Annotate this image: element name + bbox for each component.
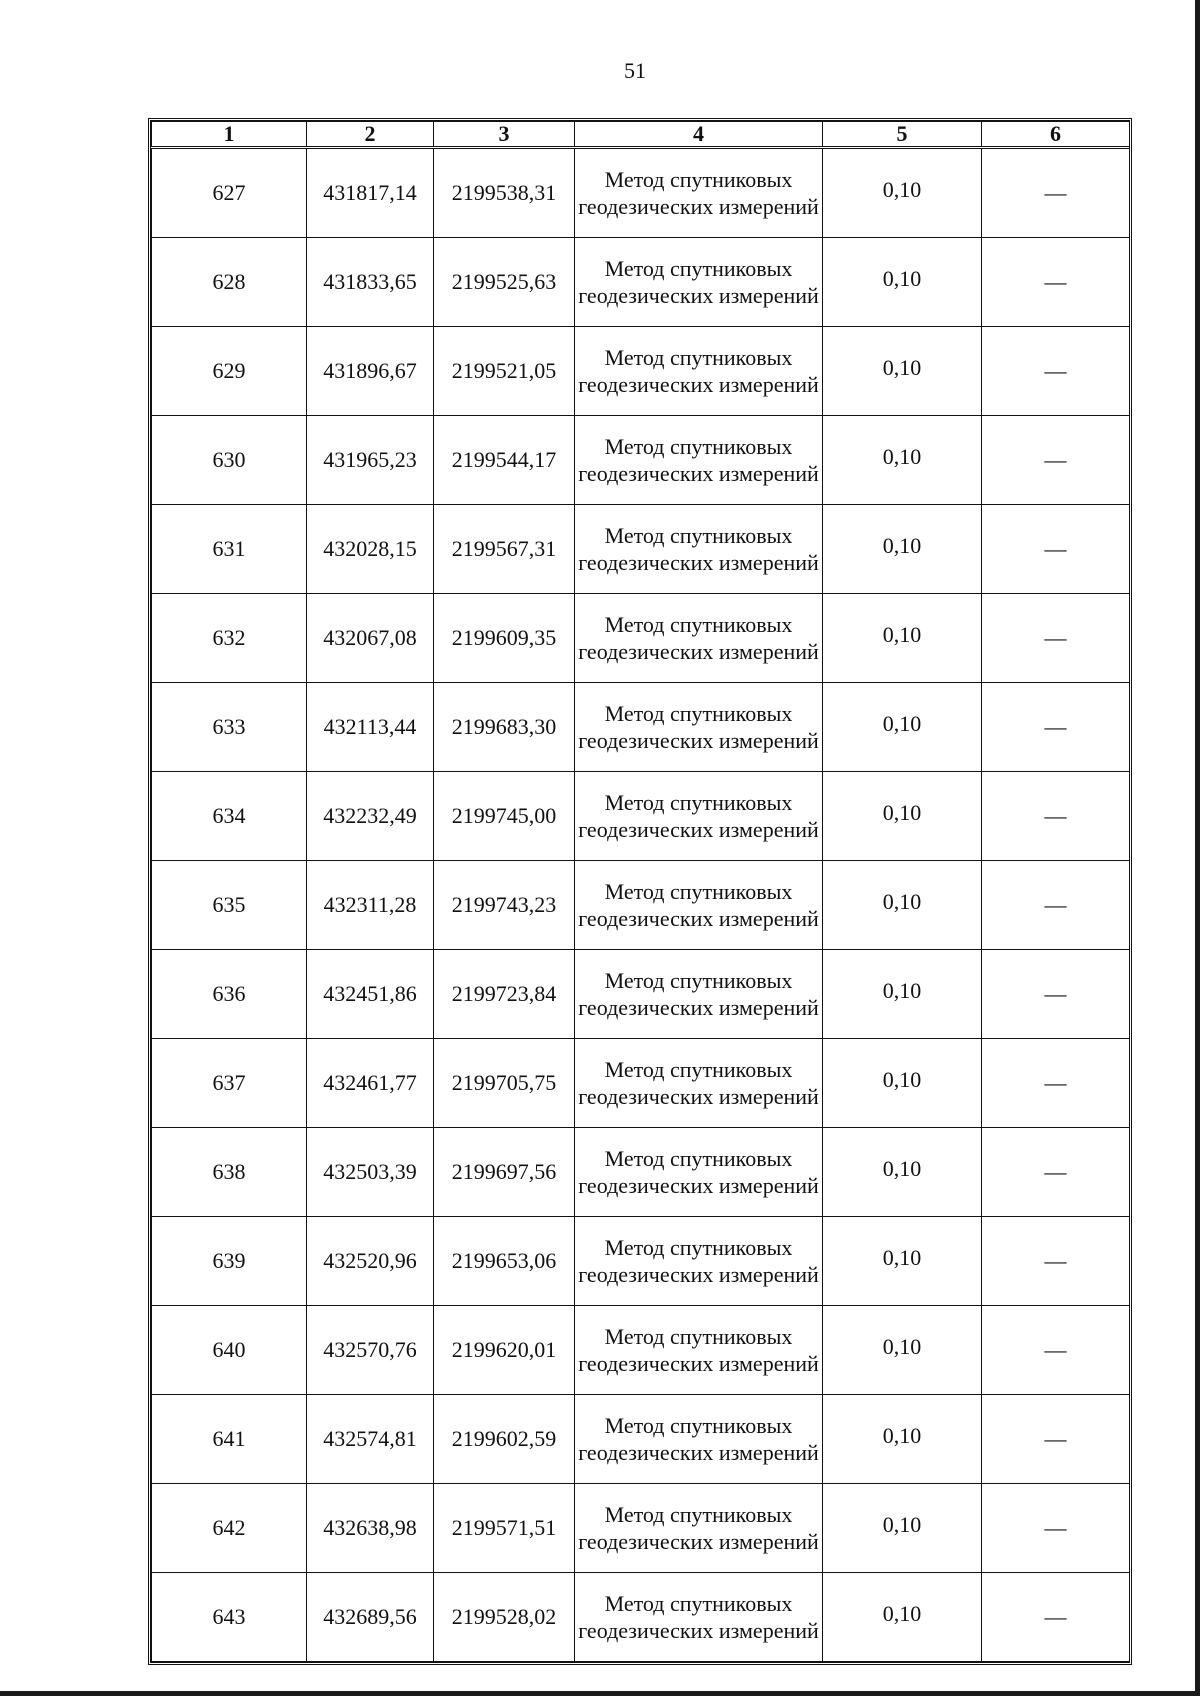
note-cell: — bbox=[982, 1039, 1130, 1128]
y-coordinate-cell: 2199571,51 bbox=[434, 1484, 575, 1573]
point-number-cell: 631 bbox=[152, 505, 307, 594]
y-coordinate-cell: 2199544,17 bbox=[434, 416, 575, 505]
point-number-cell: 643 bbox=[152, 1573, 307, 1662]
x-coordinate-cell: 432503,39 bbox=[307, 1128, 434, 1217]
note-cell: — bbox=[982, 950, 1130, 1039]
accuracy-cell: 0,10 bbox=[823, 594, 982, 683]
x-coordinate-cell: 432638,98 bbox=[307, 1484, 434, 1573]
method-cell: Метод спутниковых геодезических измерений bbox=[575, 1484, 823, 1573]
accuracy-cell: 0,10 bbox=[823, 1484, 982, 1573]
table-row bbox=[152, 950, 1130, 1039]
header-col-3: 3 bbox=[434, 122, 575, 148]
scan-border-right bbox=[1195, 0, 1200, 1696]
method-cell: Метод спутниковых геодезических измерений bbox=[575, 1128, 823, 1217]
note-cell: — bbox=[982, 148, 1130, 238]
table-row bbox=[152, 594, 1130, 683]
method-cell: Метод спутниковых геодезических измерений bbox=[575, 505, 823, 594]
method-cell: Метод спутниковых геодезических измерений bbox=[575, 416, 823, 505]
x-coordinate-cell: 432574,81 bbox=[307, 1395, 434, 1484]
method-cell: Метод спутниковых геодезических измерений bbox=[575, 1573, 823, 1662]
accuracy-cell: 0,10 bbox=[823, 1128, 982, 1217]
point-number-cell: 634 bbox=[152, 772, 307, 861]
note-cell: — bbox=[982, 327, 1130, 416]
method-cell: Метод спутниковых геодезических измерений bbox=[575, 148, 823, 238]
accuracy-cell: 0,10 bbox=[823, 950, 982, 1039]
table-row bbox=[152, 238, 1130, 327]
header-col-6: 6 bbox=[982, 122, 1130, 148]
table-row bbox=[152, 416, 1130, 505]
point-number-cell: 627 bbox=[152, 148, 307, 238]
header-col-1: 1 bbox=[152, 122, 307, 148]
note-cell: — bbox=[982, 505, 1130, 594]
method-cell: Метод спутниковых геодезических измерений bbox=[575, 238, 823, 327]
note-cell: — bbox=[982, 1128, 1130, 1217]
x-coordinate-cell: 432067,08 bbox=[307, 594, 434, 683]
method-cell: Метод спутниковых геодезических измерений bbox=[575, 772, 823, 861]
point-number-cell: 630 bbox=[152, 416, 307, 505]
x-coordinate-cell: 431965,23 bbox=[307, 416, 434, 505]
table-row bbox=[152, 1306, 1130, 1395]
x-coordinate-cell: 431817,14 bbox=[307, 148, 434, 238]
point-number-cell: 640 bbox=[152, 1306, 307, 1395]
note-cell: — bbox=[982, 1484, 1130, 1573]
x-coordinate-cell: 432311,28 bbox=[307, 861, 434, 950]
note-cell: — bbox=[982, 772, 1130, 861]
note-cell: — bbox=[982, 1217, 1130, 1306]
point-number-cell: 628 bbox=[152, 238, 307, 327]
accuracy-cell: 0,10 bbox=[823, 1306, 982, 1395]
x-coordinate-cell: 432689,56 bbox=[307, 1573, 434, 1662]
accuracy-cell: 0,10 bbox=[823, 238, 982, 327]
x-coordinate-cell: 431896,67 bbox=[307, 327, 434, 416]
page-number: 51 bbox=[624, 58, 646, 83]
table-row bbox=[152, 1484, 1130, 1573]
x-coordinate-cell: 432113,44 bbox=[307, 683, 434, 772]
coordinates-table-frame bbox=[148, 118, 1132, 1665]
header-row bbox=[152, 122, 1130, 148]
accuracy-cell: 0,10 bbox=[823, 861, 982, 950]
y-coordinate-cell: 2199528,02 bbox=[434, 1573, 575, 1662]
note-cell: — bbox=[982, 1306, 1130, 1395]
x-coordinate-cell: 432232,49 bbox=[307, 772, 434, 861]
y-coordinate-cell: 2199653,06 bbox=[434, 1217, 575, 1306]
table-body bbox=[152, 148, 1130, 1662]
point-number-cell: 629 bbox=[152, 327, 307, 416]
table-row bbox=[152, 683, 1130, 772]
point-number-cell: 637 bbox=[152, 1039, 307, 1128]
y-coordinate-cell: 2199521,05 bbox=[434, 327, 575, 416]
y-coordinate-cell: 2199705,75 bbox=[434, 1039, 575, 1128]
point-number-cell: 639 bbox=[152, 1217, 307, 1306]
x-coordinate-cell: 432451,86 bbox=[307, 950, 434, 1039]
point-number-cell: 632 bbox=[152, 594, 307, 683]
table-row bbox=[152, 772, 1130, 861]
accuracy-cell: 0,10 bbox=[823, 148, 982, 238]
accuracy-cell: 0,10 bbox=[823, 1395, 982, 1484]
y-coordinate-cell: 2199567,31 bbox=[434, 505, 575, 594]
point-number-cell: 635 bbox=[152, 861, 307, 950]
table-row bbox=[152, 148, 1130, 238]
point-number-cell: 633 bbox=[152, 683, 307, 772]
y-coordinate-cell: 2199609,35 bbox=[434, 594, 575, 683]
y-coordinate-cell: 2199538,31 bbox=[434, 148, 575, 238]
method-cell: Метод спутниковых геодезических измерений bbox=[575, 1039, 823, 1128]
y-coordinate-cell: 2199743,23 bbox=[434, 861, 575, 950]
point-number-cell: 642 bbox=[152, 1484, 307, 1573]
point-number-cell: 638 bbox=[152, 1128, 307, 1217]
note-cell: — bbox=[982, 594, 1130, 683]
method-cell: Метод спутниковых геодезических измерений bbox=[575, 1306, 823, 1395]
header-col-2: 2 bbox=[307, 122, 434, 148]
point-number-cell: 636 bbox=[152, 950, 307, 1039]
table-row bbox=[152, 1573, 1130, 1662]
header-col-5: 5 bbox=[823, 122, 982, 148]
note-cell: — bbox=[982, 1395, 1130, 1484]
note-cell: — bbox=[982, 238, 1130, 327]
coordinates-table bbox=[151, 121, 1130, 1662]
method-cell: Метод спутниковых геодезических измерений bbox=[575, 327, 823, 416]
accuracy-cell: 0,10 bbox=[823, 1217, 982, 1306]
x-coordinate-cell: 432461,77 bbox=[307, 1039, 434, 1128]
x-coordinate-cell: 432570,76 bbox=[307, 1306, 434, 1395]
table-row bbox=[152, 505, 1130, 594]
x-coordinate-cell: 432520,96 bbox=[307, 1217, 434, 1306]
method-cell: Метод спутниковых геодезических измерений bbox=[575, 861, 823, 950]
table-row bbox=[152, 861, 1130, 950]
y-coordinate-cell: 2199723,84 bbox=[434, 950, 575, 1039]
y-coordinate-cell: 2199525,63 bbox=[434, 238, 575, 327]
accuracy-cell: 0,10 bbox=[823, 1039, 982, 1128]
accuracy-cell: 0,10 bbox=[823, 1573, 982, 1662]
table-row bbox=[152, 1128, 1130, 1217]
table-row bbox=[152, 1395, 1130, 1484]
accuracy-cell: 0,10 bbox=[823, 505, 982, 594]
method-cell: Метод спутниковых геодезических измерений bbox=[575, 1395, 823, 1484]
note-cell: — bbox=[982, 683, 1130, 772]
y-coordinate-cell: 2199683,30 bbox=[434, 683, 575, 772]
table-row bbox=[152, 327, 1130, 416]
method-cell: Метод спутниковых геодезических измерений bbox=[575, 594, 823, 683]
accuracy-cell: 0,10 bbox=[823, 416, 982, 505]
note-cell: — bbox=[982, 861, 1130, 950]
accuracy-cell: 0,10 bbox=[823, 327, 982, 416]
method-cell: Метод спутниковых геодезических измерений bbox=[575, 1217, 823, 1306]
table-row bbox=[152, 1217, 1130, 1306]
point-number-cell: 641 bbox=[152, 1395, 307, 1484]
y-coordinate-cell: 2199602,59 bbox=[434, 1395, 575, 1484]
x-coordinate-cell: 431833,65 bbox=[307, 238, 434, 327]
y-coordinate-cell: 2199620,01 bbox=[434, 1306, 575, 1395]
accuracy-cell: 0,10 bbox=[823, 683, 982, 772]
accuracy-cell: 0,10 bbox=[823, 772, 982, 861]
y-coordinate-cell: 2199745,00 bbox=[434, 772, 575, 861]
x-coordinate-cell: 432028,15 bbox=[307, 505, 434, 594]
y-coordinate-cell: 2199697,56 bbox=[434, 1128, 575, 1217]
method-cell: Метод спутниковых геодезических измерений bbox=[575, 950, 823, 1039]
note-cell: — bbox=[982, 416, 1130, 505]
note-cell: — bbox=[982, 1573, 1130, 1662]
header-col-4: 4 bbox=[575, 122, 823, 148]
method-cell: Метод спутниковых геодезических измерений bbox=[575, 683, 823, 772]
table-row bbox=[152, 1039, 1130, 1128]
scan-border-bottom bbox=[0, 1691, 1200, 1696]
